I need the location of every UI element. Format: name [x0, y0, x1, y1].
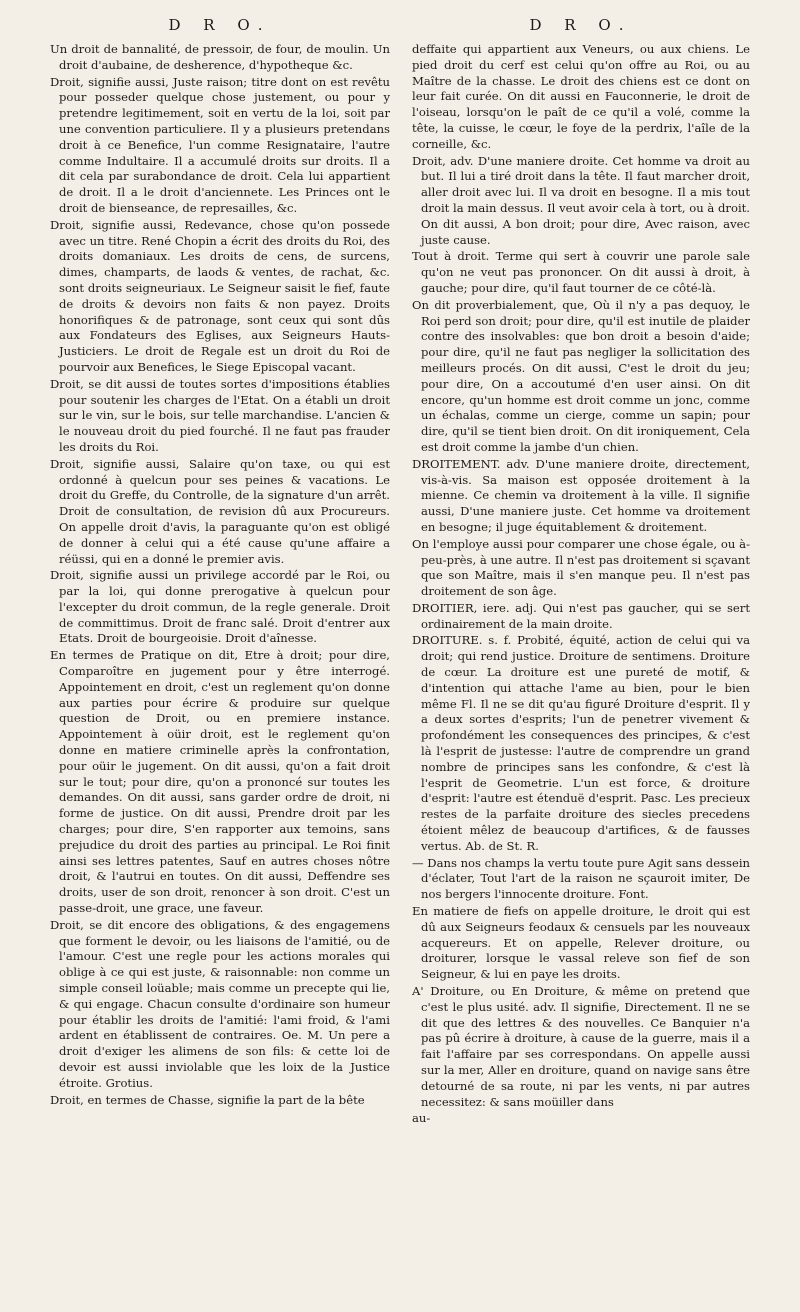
dictionary-entry: On l'employe aussi pour comparer une chose égale, ou à-peu-près, à une autre. Il n'est pas droitement si sçavant que son Maître, mais il s'en manque peu. Il n'est pas droitement de son âge.: [412, 536, 750, 599]
dictionary-entry: Droit, adv. D'une maniere droite. Cet homme va droit au but. Il lui a tiré droit dans la tête. Il faut marcher droit, aller droit avec lui. Il va droit en besogne. Il a mis tout droit la main dessus. Il veut avoir cela à tort, ou à droit. On dit aussi, A bon droit; pour dire, Avec raison, avec juste cause.: [412, 153, 750, 247]
dictionary-entry: DROITEMENT. adv. D'une maniere droite, directement, vis-à-vis. Sa maison est opposée droitement à la mienne. Ce chemin va droitement à la ville. Il signifie aussi, D'une maniere juste. Cet homme va droitement en besogne; il juge équitablement & droitement.: [412, 456, 750, 534]
right-column: [412, 0, 750, 1312]
dictionary-entry: — Dans nos champs la vertu toute pure Agit sans dessein d'éclater, Tout l'art de la raison ne sçauroit imiter, De nos bergers l'innocente droiture. Font.: [412, 855, 750, 902]
dictionary-entry: Tout à droit. Terme qui sert à couvrir une parole sale qu'on ne veut pas prononcer. On dit aussi à droit, à gauche; pour dire, qu'il faut tourner de ce côté-là.: [412, 249, 750, 295]
dictionary-entry: Droit, signifie aussi, Redevance, chose qu'on possede avec un titre. René Chopin a écrit des droits du Roi, des droits domaniaux. Les droits de cens, de surcens, dimes, champarts, de laods & ventes, de rachat, &c. sont droits seigneuriaux. Le Seigneur saisit le fief, faute de droits & devoirs non faits & non payez. Droits honorifiques & de patronage, sont ceux qui sont dûs aux Fondateurs des Eglises, aux Seigneurs Hauts-Justiciers. Le droit de Regale est un droit du Roi de pourvoir aux Benefices, le Siege Episcopal vacant.: [50, 217, 390, 374]
dictionary-entry: Droit, se dit encore des obligations, & des engagemens que forment le devoir, ou les liaisons de l'amitié, ou de l'amour. C'est une regle pour les actions morales qui oblige à ce qui est juste, & raisonnable: non comme un simple conseil loüable; mais comme un precepte qui lie, & qui engage. Chacun consulte d'ordinaire son humeur pour établir les droits de l'amitié: l'ami froid, & l'ami ardent en établissent de contraires. Oe. M. Un pere a droit d'exiger les alimens de son fils: & cette loi de devoir est aussi inviolable que les loix de la Justice étroite. Grotius.: [50, 917, 390, 1090]
dictionary-entry: A' Droiture, ou En Droiture, & même on pretend que c'est le plus usité. adv. Il signifie, Directement. Il ne se dit que des lettres & des nouvelles. Ce Banquier n'a pas pû écrire à droiture, à cause de la guerre, mais il a fait l'affaire par ses correspondans. On appelle aussi sur la mer, Aller en droiture, quand on navige sans être detourné de sa route, ni par les vents, ni par autres necessitez: & sans moüiller dans: [412, 984, 750, 1109]
dictionary-entry: DROITIER, iere. adj. Qui n'est pas gaucher, qui se sert ordinairement de la main droite.: [412, 600, 750, 631]
right-running-head: D R O.: [529, 16, 633, 34]
dictionary-entry: En termes de Pratique on dit, Etre à droit; pour dire, Comparoître en jugement pour y être interrogé. Appointement en droit, c'est un reglement qu'on donne aux parties pour écrire & produire sur quelque question de Droit, ou en premiere instance. Appointement à oüir droit, est le reglement qu'on donne en matiere criminelle après la confrontation, pour oüir le jugement. On dit aussi, qu'on a fait droit sur le tout; pour dire, qu'on a prononcé sur toutes les demandes. On dit aussi, sans garder ordre de droit, ni forme de justice. On dit aussi, Prendre droit par les charges; pour dire, S'en rapporter aux temoins, sans prejudice du droit des parties au principal. Le Roi finit ainsi ses lettres patentes, Sauf en autres choses nôtre droit, & l'autrui en toutes. On dit aussi, Deffendre ses droits, user de son droit, renoncer à son droit. C'est un passe-droit, une grace, une faveur.: [50, 648, 390, 916]
dictionary-entry: Droit, signifie aussi, Salaire qu'on taxe, ou qui est ordonné à quelcun pour ses peines & vacations. Le droit du Greffe, du Controlle, de la signature d'un arrêt. Droit de consultation, de revision dû aux Procureurs. On appelle droit d'avis, la paraguante qu'on est obligé de donner à celui qui a été cause qu'une affaire a réüssi, qui en a donné le premier avis.: [50, 456, 390, 566]
dictionary-entry: DROITURE. s. f. Probité, équité, action de celui qui va droit; qui rend justice. Droiture de sentimens. Droiture de cœur. La droiture est une pureté de motif, & d'intention qui attache l'ame au bien, pour le bien même Fl. Il ne se dit qu'au figuré Droiture d'esprit. Il y a deux sortes d'esprits; l'un de penetrer vivement & profondément les consequences des principes, & c'est là l'esprit de justesse: l'autre de comprendre un grand nombre de principes sans les confondre, & c'est là l'esprit de Geometrie. L'un est force, & droiture d'esprit: l'autre est étenduë d'esprit. Pasc. Les precieux restes de la parfaite droiture des siecles precedens étoient mêlez de beaucoup d'artifices, & de fausses vertus. Ab. de St. R.: [412, 633, 750, 853]
dictionary-entry: Droit, signifie aussi un privilege accordé par le Roi, ou par la loi, qui donne prerogative à quelcun pour l'excepter du droit commun, de la regle generale. Droit de committimus. Droit de franc salé. Droit d'entrer aux Etats. Droit de bourgeoisie. Droit d'aînesse.: [50, 568, 390, 646]
dictionary-entry: Droit, en termes de Chasse, signifie la part de la bête: [50, 1092, 365, 1107]
left-entries: [50, 42, 390, 1108]
dictionary-entry: Un droit de bannalité, de pressoir, de four, de moulin. Un droit d'aubaine, de desherence, d'hypotheque &c.: [50, 42, 390, 72]
left-column: [50, 0, 390, 1312]
dictionary-entry: En matiere de fiefs on appelle droiture, le droit qui est dû aux Seigneurs feodaux & censuels par les nouveaux acquereurs. Et on appelle, Relever droiture, ou droiturer, lorsque le vassal releve son fief de son Seigneur, & lui en paye les droits.: [412, 904, 750, 982]
dictionary-entry: au-: [412, 1111, 431, 1126]
right-entries: [412, 42, 750, 1127]
dictionary-entry: deffaite qui appartient aux Veneurs, ou aux chiens. Le pied droit du cerf est celui qu'on offre au Roi, ou au Maître de la chasse. Le droit des chiens est ce dont on leur fait curée. On dit aussi en Fauconnerie, le droit de l'oiseau, lorsqu'on le paît de ce qu'il a volé, comme la tête, la cuisse, le cœur, le foye de la perdrix, l'aîle de la corneille, &c.: [412, 42, 750, 151]
dictionary-entry: Droit, se dit aussi de toutes sortes d'impositions établies pour soutenir les charges de l'Etat. On a établi un droit sur le vin, sur le bois, sur telle marchandise. L'ancien & le nouveau droit du pied fourché. Il ne faut pas frauder les droits du Roi.: [50, 376, 390, 454]
dictionary-entry: Droit, signifie aussi, Juste raison; titre dont on est revêtu pour posseder quelque chose justement, ou pour y pretendre legitimement, soit en vertu de la loi, soit par une convention particuliere. Il y a plusieurs pretendans droit à ce Benefice, l'un comme Resignataire, l'autre comme Indultaire. Il a accumulé droits sur droits. Il a dit cela par surabondance de droit. Cela lui appartient de droit. Il a le droit d'anciennete. Les Princes ont le droit de bienseance, de represailles, &c.: [50, 74, 390, 215]
left-running-head: D R O.: [168, 16, 272, 34]
dictionary-entry: On dit proverbialement, que, Où il n'y a pas dequoy, le Roi perd son droit; pour dire, qu'il est inutile de plaider contre des insolvables: que bon droit a besoin d'aide; pour dire, qu'il ne faut pas negliger la sollicitation des meilleurs procés. On dit aussi, C'est le droit du jeu; pour dire, On a accoutumé d'en user ainsi. On dit encore, qu'un homme est droit comme un jonc, comme un échalas, comme un cierge, comme un sapin; pour dire, qu'il se tient bien droit. On dit ironiquement, Cela est droit comme la jambe d'un chien.: [412, 297, 750, 454]
